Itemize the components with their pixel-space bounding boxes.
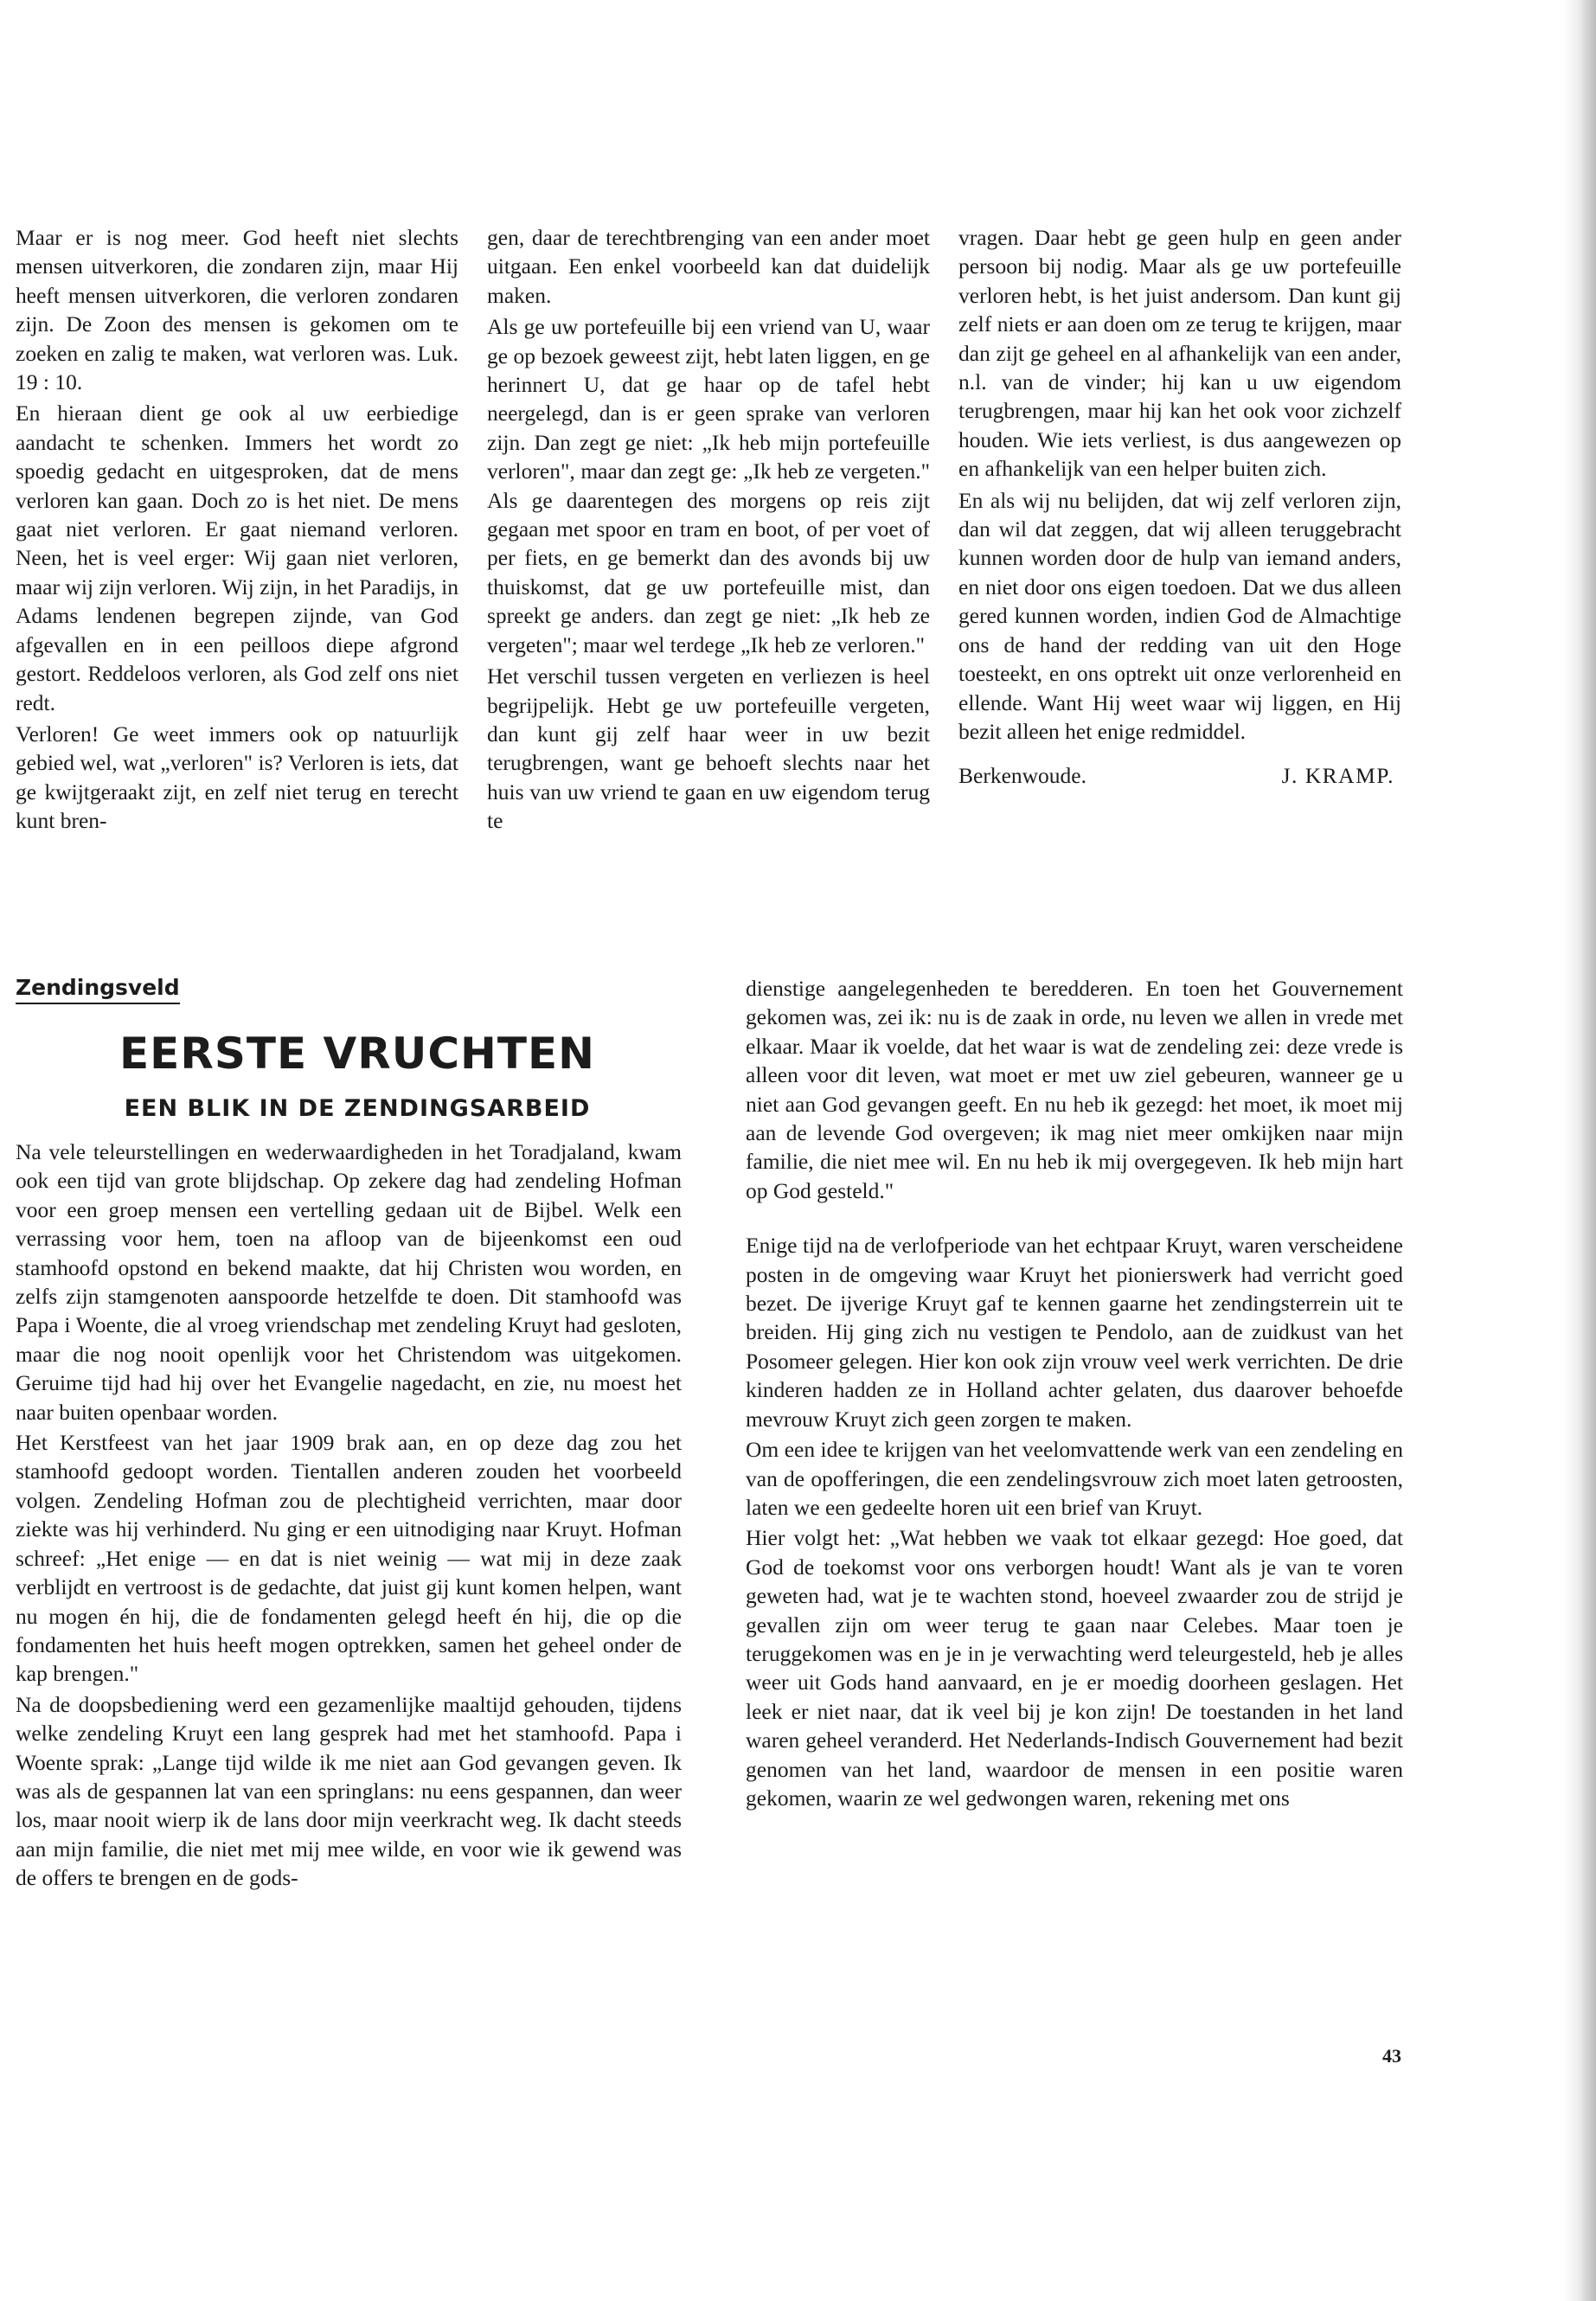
section-label: Zendingsveld — [16, 975, 180, 1004]
article-column-2 — [487, 223, 930, 838]
article-signature — [958, 761, 1401, 790]
paragraph: Na vele teleurstellingen en wederwaardigheden in het Toradjaland, kwam ook een tijd van grote blijdschap. Op zekere dag had zendeling Hofman voor een groep mensen een vertelling gedaan uit de Bijbel. Welk een verrassing voor hem, toen na afloop van de bijeenkomst een oud stamhoofd opstond en bekend maakte, dat hij Christen wou worden, en zelfs zijn stamgenoten aanspoorde hetzelfde te doen. Dit stamhoofd was Papa i Woente, die al vroeg vriendschap met zendeling Kruyt had gesloten, maar die nog nooit openlijk voor het Christendom was uitgekomen. Geruime tijd had hij over het Evangelie nagedacht, en zie, nu moest het naar buiten openbaar worden. — [16, 1139, 682, 1425]
paragraph: Hier volgt het: „Wat hebben we vaak tot elkaar gezegd: Hoe goed, dat God de toekomst voor ons verborgen houdt! Want als je van te voren geweten had, wat je te wachten stond, hoeveel zwaarder zou de strijd je gevallen zijn om weer terug te gaan naar Celebes. Maar toen je teruggekomen was en je in je verwachting werd teleurgesteld, heb je alles weer uit Gods hand aanvaard, en je er moedig doorheen geslagen. Het leek er niet naar, dat ik veel bij je kon zijn! De toestanden in het land waren geheel veranderd. Het Nederlands-Indisch Gouvernement had bezit genomen van het land, waardoor de mensen in een positie waren gekomen, waarin ze wel gedwongen waren, rekening met ons — [746, 1525, 1403, 1811]
paragraph: Om een idee te krijgen van het veelomvattende werk van een zendeling en van de opofferingen, die een zendelingsvrouw zich moet laten getroosten, laten we een gedeelte horen uit een brief van Kruyt. — [746, 1437, 1403, 1520]
paragraph: Als ge uw portefeuille bij een vriend van U, waar ge op bezoek geweest zijt, hebt laten liggen, en ge herinnert U, dat ge haar op de tafel hebt neergelegd, dan is er geen sprake van verloren zijn. Dan zegt ge niet: „Ik heb mijn portefeuille verloren", maar dan zegt ge: „Ik heb ze vergeten." Als ge daarentegen des morgens op reis zijt gegaan met spoor en tram en boot, of per voet of per fiets, en ge bemerkt dan des avonds bij uw thuiskomst, dat ge uw portefeuille mist, dan spreekt ge anders. dan zegt ge niet: „Ik heb ze vergeten"; maar wel terdege „Ik heb ze verloren." — [487, 314, 930, 657]
paragraph: Maar er is nog meer. God heeft niet slechts mensen uitverkoren, die zondaren zijn, maar Hij heeft mensen uitverkoren, die verloren zondaren zijn. De Zoon des mensen is gekomen om te zoeken en zalig te maken, wat verloren was. Luk. 19 : 10. — [16, 225, 458, 395]
article-title: EERSTE VRUCHTEN — [119, 1029, 595, 1079]
mission-column-left — [16, 1138, 682, 1894]
paragraph: dienstige aangelegenheden te beredderen. En toen het Gouvernement gekomen was, zei ik: nu is de zaak in orde, nu leven we allen in vrede met elkaar. Maar ik voelde, dat het waar is wat de zendeling zei: deze vrede is alleen voor dit leven, wat moet er met uw ziel gebeuren, wanneer ge u niet aan God gevangen geeft. En nu heb ik gezegd: het moet, ik moet mij aan de levende God overgeven; ik mag niet meer omkijken naar mijn familie, die niet mee wil. En nu heb ik mij overgegeven. Ik heb mijn hart op God gesteld." — [746, 976, 1403, 1203]
paragraph: Het Kerstfeest van het jaar 1909 brak aan, en op deze dag zou het stamhoofd gedoopt worden. Tientallen anderen zouden het voorbeeld volgen. Zendeling Hofman zou de plechtigheid verrichten, maar door ziekte was hij verhinderd. Nu ging er een uitnodiging naar Kruyt. Hofman schreef: „Het enige — en dat is niet weinig — wat mij in deze zaak verblijdt en vertroost is de gedachte, dat juist gij kunt komen helpen, want nu mogen én hij, die de fondamenten gelegd heeft én hij, die op die fondamenten het huis heeft mogen optrekken, samen het geheel onder de kap brengen." — [16, 1430, 682, 1687]
paragraph: En als wij nu belijden, dat wij zelf verloren zijn, dan wil dat zeggen, dat wij alleen teruggebracht kunnen worden door de hulp van iemand anders, en niet door ons eigen toedoen. Dat we dus alleen gered kunnen worden, indien God de Almachtige ons de hand der redding van uit den Hoge toesteekt, en ons optrekt uit onze verlorenheid en ellende. Want Hij weet waar wij liggen, en Hij bezit alleen het enige redmiddel. — [958, 487, 1401, 744]
paragraph: Verloren! Ge weet immers ook op natuurlijk gebied wel, wat „verloren" is? Verloren is iets, dat ge kwijtgeraakt zijt, en zelf niet terug en terecht kunt bren- — [16, 721, 458, 834]
paragraph: vragen. Daar hebt ge geen hulp en geen ander persoon bij nodig. Maar als ge uw portefeuille verloren hebt, is het juist andersom. Dan kunt gij zelf niets er aan doen om ze terug te krijgen, maar dan zijt ge geheel en al afhankelijk van een ander, n.l. van de vinder; hij kan u uw eigendom terugbrengen, maar hij kan het ook voor zichzelf houden. Wie iets verliest, is dus aangewezen op en afhankelijk van een helper buiten zich. — [958, 225, 1401, 482]
paragraph: En hieraan dient ge ook al uw eerbiedige aandacht te schenken. Immers het wordt zo spoedig gedacht en uitgesproken, dat de mens verloren kan gaan. Doch zo is het niet. De mens gaat niet verloren. Er gaat niemand verloren. Neen, het is veel erger: Wij gaan niet verloren, maar wij zijn verloren. Wij zijn, in het Paradijs, in Adams lendenen begrepen zijnde, van God afgevallen en in een peilloos diepe afgrond gestort. Reddeloos verloren, als God zelf ons niet redt. — [16, 401, 458, 715]
paragraph: Het verschil tussen vergeten en verliezen is heel begrijpelijk. Hebt ge uw portefeuille vergeten, dan kunt gij zelf haar weer in uw bezit terugbrengen, want ge behoeft slechts naar het huis van uw vriend te gaan en uw eigendom terug te — [487, 663, 930, 834]
signature-place: Berkenwoude. — [958, 763, 1086, 789]
article-subtitle: EEN BLIK IN DE ZENDINGSARBEID — [124, 1095, 591, 1122]
page-edge-shadow — [1563, 0, 1596, 2301]
paragraph: Na de doopsbediening werd een gezamenlijke maaltijd gehouden, tijdens welke zendeling Kruyt een lang gesprek had met het stamhoofd. Papa i Woente sprak: „Lange tijd wilde ik me niet aan God gevangen geven. Ik was als de gespannen lat van een springlans: nu eens gespannen, dan weer los, maar nooit wierp ik de lans door mijn veerkracht weg. Ik dacht steeds aan mijn familie, die niet met mij mee wilde, en voor wie ik gewend was de offers te brengen en de gods- — [16, 1691, 682, 1891]
signature-author: J. KRAMP. — [1281, 763, 1394, 789]
article-column-3 — [958, 223, 1401, 791]
page-number: 43 — [1382, 2045, 1401, 2067]
paragraph: Enige tijd na de verlofperiode van het echtpaar Kruyt, waren verscheidene posten in de omgeving waar Kruyt het pionierswerk had verricht goed bezet. De ijverige Kruyt gaf te kennen gaarne het zendingsterrein uit te breiden. Hij ging zich nu vestigen te Pendolo, aan de zuidkust van het Posomeer gelegen. Hier kon ook zijn vrouw veel werk verrichten. De drie kinderen hadden ze in Holland achter gelaten, dus daarover behoefde mevrouw Kruyt zich geen zorgen te maken. — [746, 1233, 1403, 1432]
mission-column-right — [746, 974, 1403, 1814]
paragraph: gen, daar de terechtbrenging van een ander moet uitgaan. Een enkel voorbeeld kan dat duidelijk maken. — [487, 225, 930, 308]
article-column-1 — [16, 223, 458, 838]
